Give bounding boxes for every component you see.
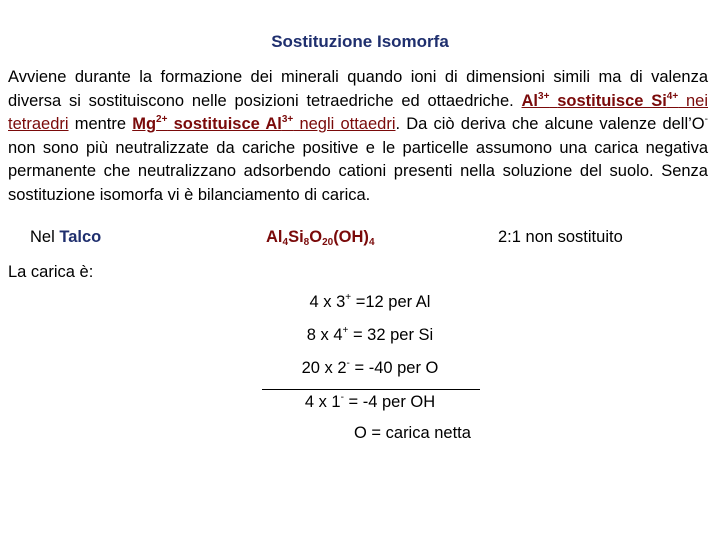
mg-phrase: sostituisce Al xyxy=(167,115,282,133)
clay-ratio-label: 2:1 non sostituito xyxy=(498,228,623,246)
mg-substitution-text xyxy=(132,115,293,133)
si-phrase: sostituisce Si xyxy=(557,91,667,110)
calc-line-oh xyxy=(260,393,480,412)
calc-line-si xyxy=(260,326,480,345)
si-charge: 4+ xyxy=(666,90,679,102)
paragraph-text-2: . Da ciò deriva che alcune valenze dell’O xyxy=(395,115,705,133)
talc-formula xyxy=(266,228,375,247)
paragraph-text-3: non sono più neutralizzate da cariche positive e le particelle assumono una carica negativa permanente che neutralizzano adsorbendo cationi presenti nella soluzione del suolo. Senza sostituzione isomorfa vi è bilanciamento di carica. xyxy=(8,138,708,204)
calc-oh-value: 4 x 1 xyxy=(304,393,341,411)
calc-line-o xyxy=(260,359,480,378)
formula-si: Si xyxy=(288,228,304,246)
formula-oh: (OH) xyxy=(333,228,369,246)
formula-al: Al xyxy=(266,228,283,246)
net-charge-result: O = carica netta xyxy=(354,424,471,442)
description-paragraph xyxy=(8,66,708,207)
formula-o-count: 20 xyxy=(322,237,334,248)
calc-si-sign: + xyxy=(342,325,349,336)
page-title: Sostituzione Isomorfa xyxy=(271,32,449,51)
calc-si-value: 8 x 4 xyxy=(306,326,343,344)
talco-label xyxy=(30,228,101,247)
calc-al-value: 4 x 3 xyxy=(309,293,346,311)
tetrahedra-text: nei tetraedri xyxy=(8,91,709,133)
octahedra-text: negli ottaedri xyxy=(293,115,396,133)
oxygen-charge: - xyxy=(704,114,708,125)
formula-oh-count: 4 xyxy=(368,237,375,248)
al-charge: 3+ xyxy=(538,90,550,102)
calc-o-sign: - xyxy=(346,358,350,369)
formula-o: O xyxy=(309,228,323,246)
al2-charge: 3+ xyxy=(281,114,294,125)
calc-al-sign: + xyxy=(345,292,352,303)
formula-al-count: 4 xyxy=(282,237,289,248)
calc-al-result: =12 per Al xyxy=(351,293,431,311)
calc-o-value: 20 x 2 xyxy=(301,359,347,377)
calc-line-al xyxy=(260,293,480,312)
mentre-text: mentre xyxy=(68,115,133,133)
talco-prefix: Nel xyxy=(30,228,60,246)
formula-si-count: 8 xyxy=(303,237,310,248)
calc-oh-result: = -4 per OH xyxy=(343,393,436,411)
talco-name: Talco xyxy=(59,228,102,246)
calc-oh-sign: - xyxy=(340,392,344,403)
al-symbol: Al xyxy=(521,91,539,110)
al-substitution-text xyxy=(522,92,679,110)
mg-charge: 2+ xyxy=(156,114,168,125)
paragraph-text: Avviene durante la formazione dei minerali quando ioni di dimensioni simili ma di valenza diversa si sostituiscono nelle posizioni tetraedriche ed ottaedriche. xyxy=(8,68,708,110)
sum-divider-line xyxy=(262,389,480,390)
charge-label: La carica è: xyxy=(8,263,94,281)
mg-symbol: Mg xyxy=(132,115,157,133)
calc-si-result: = 32 per Si xyxy=(348,326,434,344)
calc-o-result: = -40 per O xyxy=(349,359,439,377)
